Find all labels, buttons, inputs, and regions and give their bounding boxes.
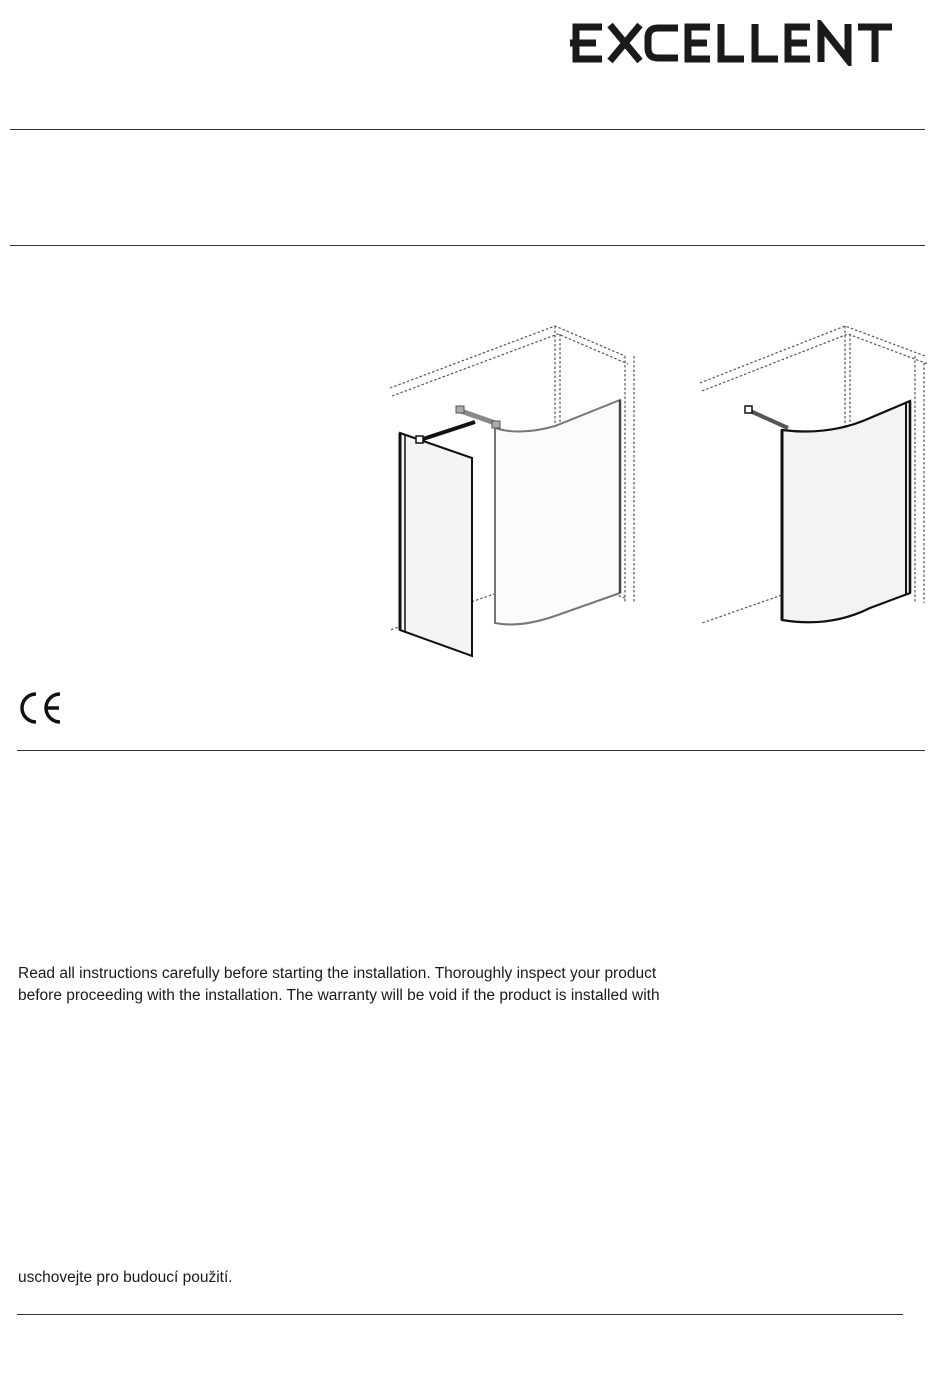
shower-exploded-view <box>390 326 634 656</box>
section-divider <box>17 750 925 751</box>
footer-note: uschovejte pro budoucí použití. <box>18 1269 233 1286</box>
header-divider-top <box>10 129 925 130</box>
brand-logo <box>568 20 894 66</box>
shower-assembled-view <box>700 326 928 623</box>
shower-illustration <box>380 318 940 668</box>
footer-divider <box>17 1314 903 1315</box>
instructions-line-1: Read all instructions carefully before starting the installation. Thoroughly inspect your product <box>18 965 657 982</box>
header-divider-bottom <box>10 245 925 246</box>
instructions-line-2: before proceeding with the installation. The warranty will be void if the product is installed with <box>18 987 660 1004</box>
ce-mark-icon <box>16 690 66 726</box>
